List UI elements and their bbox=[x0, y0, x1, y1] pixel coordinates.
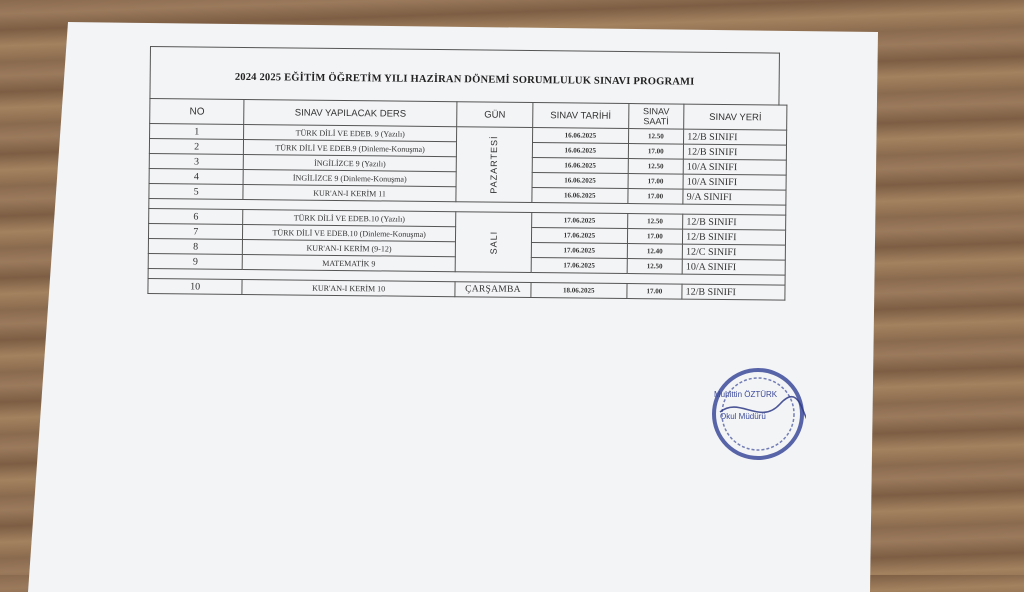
cell-no: 4 bbox=[149, 168, 244, 184]
cell-ders: KUR'AN-I KERİM (9-12) bbox=[243, 239, 456, 256]
cell-ders: İNGİLİZCE 9 (Dinleme-Konuşma) bbox=[244, 169, 457, 186]
exam-schedule-sheet bbox=[147, 46, 790, 335]
cell-ders: KUR'AN-I KERİM 10 bbox=[242, 279, 455, 296]
header-gun: GÜN bbox=[457, 102, 534, 128]
cell-saat: 17.00 bbox=[627, 189, 683, 205]
cell-yer: 10/A SINIFI bbox=[683, 159, 786, 175]
header-saat: SINAV SAATİ bbox=[628, 104, 684, 130]
cell-tarih: 17.06.2025 bbox=[531, 243, 627, 259]
header-tarih: SINAV TARİHİ bbox=[533, 103, 629, 129]
cell-yer: 12/B SINIFI bbox=[683, 214, 786, 230]
cell-saat: 12.40 bbox=[627, 244, 683, 260]
cell-saat: 12.50 bbox=[628, 159, 684, 175]
cell-no: 7 bbox=[148, 223, 243, 239]
day-cell-carsamba: ÇARŞAMBA bbox=[455, 282, 531, 298]
header-ders: SINAV YAPILACAK DERS bbox=[244, 99, 457, 126]
cell-saat: 17.00 bbox=[627, 229, 683, 245]
cell-tarih: 17.06.2025 bbox=[532, 228, 628, 244]
cell-ders: TÜRK DİLİ VE EDEB.10 (Dinleme-Konuşma) bbox=[243, 224, 456, 241]
title-box bbox=[149, 46, 780, 106]
cell-ders: MATEMATİK 9 bbox=[243, 254, 456, 271]
cell-no: 8 bbox=[148, 238, 243, 254]
cell-yer: 10/A SINIFI bbox=[683, 174, 786, 190]
header-yer: SINAV YERİ bbox=[684, 104, 787, 130]
cell-saat: 12.50 bbox=[628, 129, 684, 145]
cell-saat: 12.50 bbox=[627, 259, 683, 275]
cell-tarih: 17.06.2025 bbox=[531, 258, 627, 274]
cell-no: 1 bbox=[150, 124, 245, 140]
cell-no: 9 bbox=[148, 253, 243, 269]
day-cell-pazartesi bbox=[456, 127, 533, 203]
cell-yer: 10/A SINIFI bbox=[682, 259, 785, 275]
header-no: NO bbox=[150, 99, 245, 125]
cell-ders: KUR'AN-I KERİM 11 bbox=[243, 184, 456, 201]
cell-no: 2 bbox=[149, 139, 244, 155]
cell-saat: 12.50 bbox=[627, 214, 683, 230]
day-label: SALI bbox=[488, 230, 499, 254]
exam-schedule-table bbox=[147, 98, 787, 301]
cell-saat: 17.00 bbox=[628, 174, 684, 190]
cell-ders: İNGİLİZCE 9 (Yazılı) bbox=[244, 154, 457, 171]
cell-no: 6 bbox=[149, 208, 244, 224]
cell-tarih: 16.06.2025 bbox=[533, 128, 629, 144]
day-label: PAZARTESİ bbox=[488, 135, 500, 194]
cell-no: 5 bbox=[149, 183, 244, 199]
cell-no: 3 bbox=[149, 153, 244, 169]
cell-tarih: 16.06.2025 bbox=[532, 188, 628, 204]
cell-saat: 17.00 bbox=[628, 144, 684, 160]
cell-ders: TÜRK DİLİ VE EDEB. 9 (Yazılı) bbox=[244, 124, 457, 141]
cell-ders: TÜRK DİLİ VE EDEB.9 (Dinleme-Konuşma) bbox=[244, 139, 457, 156]
cell-tarih: 18.06.2025 bbox=[531, 283, 627, 299]
cell-yer: 12/B SINIFI bbox=[682, 284, 785, 300]
cell-yer: 12/C SINIFI bbox=[682, 244, 785, 260]
stamp-name: Muhittin ÖZTÜRK bbox=[714, 390, 778, 399]
cell-tarih: 17.06.2025 bbox=[532, 213, 628, 229]
cell-yer: 12/B SINIFI bbox=[684, 144, 787, 160]
cell-tarih: 16.06.2025 bbox=[532, 158, 628, 174]
cell-ders: TÜRK DİLİ VE EDEB.10 (Yazılı) bbox=[243, 209, 456, 226]
cell-yer: 12/B SINIFI bbox=[684, 129, 787, 145]
cell-no: 10 bbox=[148, 278, 243, 294]
cell-tarih: 16.06.2025 bbox=[532, 173, 628, 189]
cell-yer: 12/B SINIFI bbox=[683, 229, 786, 245]
stamp-role: Okul Müdürü bbox=[720, 412, 766, 421]
day-cell-sali bbox=[455, 212, 532, 273]
official-stamp bbox=[710, 366, 806, 462]
cell-yer: 9/A SINIFI bbox=[683, 189, 786, 205]
document-title: 2024 2025 EĞİTİM ÖĞRETİM YILI HAZİRAN DÖNEMİ SORUMLULUK SINAVI PROGRAMI bbox=[234, 71, 695, 88]
cell-saat: 17.00 bbox=[626, 284, 682, 300]
cell-tarih: 16.06.2025 bbox=[533, 143, 629, 159]
